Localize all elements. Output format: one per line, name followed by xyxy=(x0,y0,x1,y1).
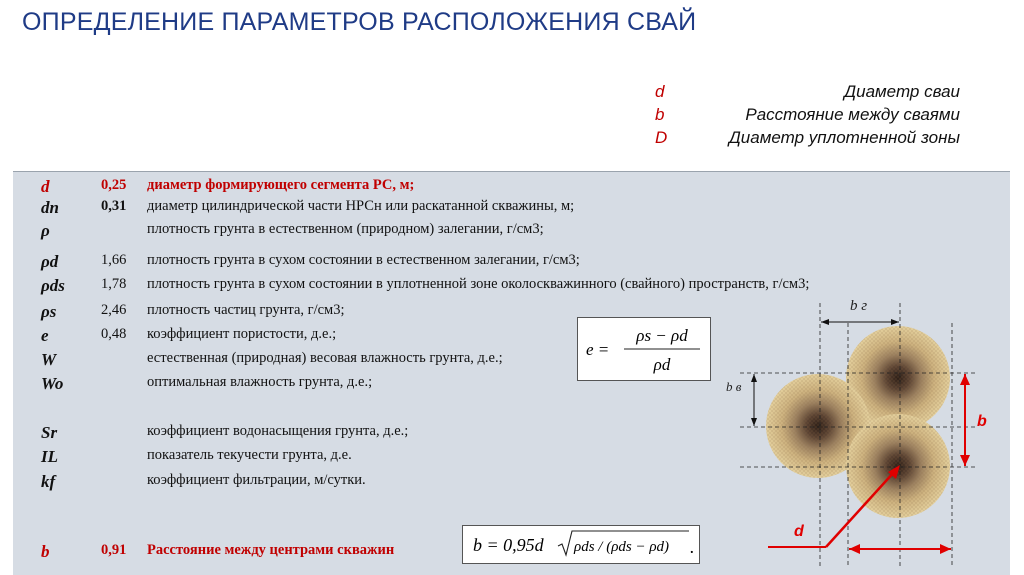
formula-spacing xyxy=(462,525,700,564)
label-b-top: b г xyxy=(850,298,868,314)
formula-spacing-graphic xyxy=(463,526,699,563)
formula-lhs: b = 0,95d xyxy=(473,535,544,555)
param-symbol: kf xyxy=(41,472,56,491)
param-symbol: d xyxy=(41,177,50,196)
legend-row-D xyxy=(600,128,980,151)
label-b-left: b в xyxy=(726,379,742,394)
param-text: плотность грунта в сухом состоянии в уплотненной зоне околоскважинного (свайного) пространств, г/см3; xyxy=(147,276,810,292)
pile-right xyxy=(846,414,950,518)
formula-numerator: ρs − ρd xyxy=(636,326,688,345)
pile-layout-diagram xyxy=(720,283,1000,573)
param-text: плотность грунта в сухом состоянии в естественном залегании, г/см3; xyxy=(147,252,580,268)
formula-end: . xyxy=(690,537,695,557)
param-text: диаметр цилиндрической части НРСн или раскатанной скважины, м; xyxy=(147,198,575,214)
param-text: оптимальная влажность грунта, д.е.; xyxy=(147,374,373,390)
param-value: 0,25 xyxy=(101,177,127,193)
param-symbol: b xyxy=(41,542,50,561)
legend-symbol: D xyxy=(655,128,668,147)
param-symbol: IL xyxy=(41,447,58,466)
param-text: коэффициент пористости, д.е.; xyxy=(147,326,337,342)
formula-porosity xyxy=(577,317,711,381)
param-text: плотность грунта в естественном (природном) залегании, г/см3; xyxy=(147,221,544,237)
param-symbol: ρs xyxy=(41,302,57,321)
legend-description: Диаметр уплотненной зоны xyxy=(728,128,960,147)
param-value: 2,46 xyxy=(101,302,127,318)
param-row-rho xyxy=(13,221,973,243)
legend-row-d xyxy=(600,82,980,105)
param-row-d xyxy=(13,177,973,199)
param-text: плотность частиц грунта, г/см3; xyxy=(147,302,345,318)
param-value: 1,78 xyxy=(101,276,127,292)
param-text: коэффициент фильтрации, м/сутки. xyxy=(147,472,366,488)
dimension-bottom xyxy=(849,544,951,554)
param-row-dn xyxy=(13,198,973,220)
param-row-rhod xyxy=(13,252,973,274)
formula-lhs: e = xyxy=(586,340,610,359)
param-symbol: Sr xyxy=(41,423,58,442)
param-value: 1,66 xyxy=(101,252,127,268)
param-symbol: ρd xyxy=(41,252,59,271)
dimension-b-right xyxy=(960,374,987,466)
param-text: естественная (природная) весовая влажность грунта, д.е.; xyxy=(147,350,503,366)
legend-description: Диаметр сваи xyxy=(844,82,960,101)
page-title: ОПРЕДЕЛЕНИЕ ПАРАМЕТРОВ РАСПОЛОЖЕНИЯ СВАЙ xyxy=(22,8,697,36)
param-text: коэффициент водонасыщения грунта, д.е.; xyxy=(147,423,409,439)
param-value: 0,31 xyxy=(101,198,127,214)
param-text: Расстояние между центрами скважин xyxy=(147,542,395,558)
legend-description: Расстояние между сваями xyxy=(745,105,960,124)
param-symbol: e xyxy=(41,326,49,345)
label-b-right: b xyxy=(977,413,987,430)
legend-symbol: b xyxy=(655,105,665,124)
legend xyxy=(600,82,980,151)
dimension-b-left xyxy=(726,374,757,426)
param-text: диаметр формирующего сегмента РС, м; xyxy=(147,177,415,193)
param-value: 0,91 xyxy=(101,542,127,558)
legend-symbol: d xyxy=(655,82,665,101)
param-symbol: ρ xyxy=(41,221,50,240)
label-d: d xyxy=(794,523,804,540)
formula-denominator: ρd xyxy=(653,355,671,374)
formula-porosity-graphic xyxy=(578,318,710,380)
param-value: 0,48 xyxy=(101,326,127,342)
legend-row-b xyxy=(600,105,980,128)
param-symbol: dn xyxy=(41,198,59,217)
param-text: показатель текучести грунта, д.е. xyxy=(147,447,352,463)
param-symbol: W xyxy=(41,350,57,369)
param-symbol: ρds xyxy=(41,276,65,295)
param-symbol: Wo xyxy=(41,374,64,393)
formula-radicand: ρds / (ρds − ρd) xyxy=(574,539,670,555)
dimension-b-top xyxy=(821,298,899,325)
